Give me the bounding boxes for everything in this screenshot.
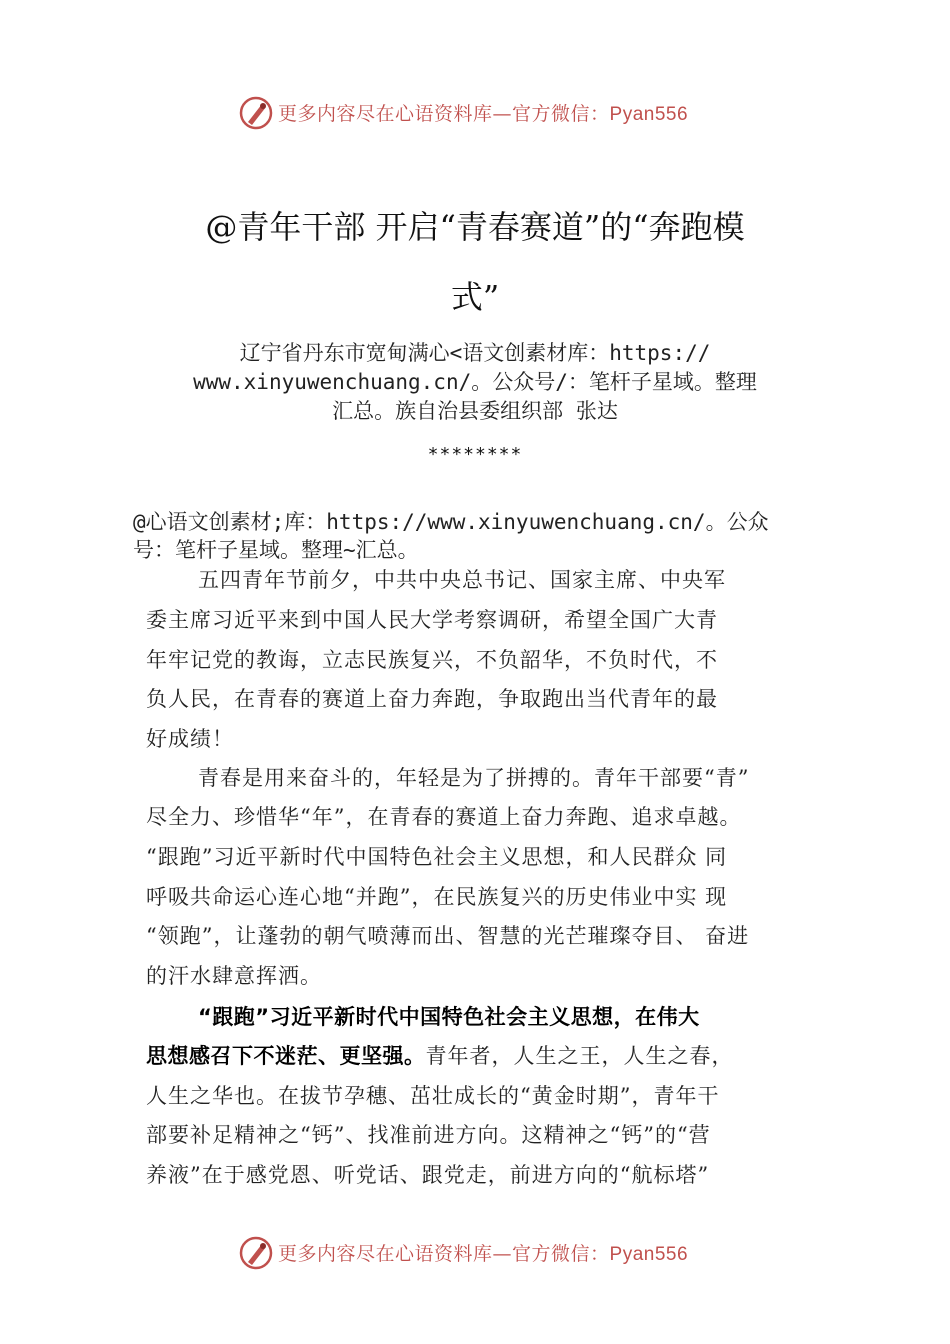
banner-text: 更多内容尽在心语资料库—官方微信：Pyan556 bbox=[278, 1243, 689, 1265]
text-line: 青春是用来奋斗的，年轻是为了拼搏的。青年干部要“青” bbox=[198, 766, 750, 790]
text-line: 的汗水肆意挥洒。 bbox=[146, 964, 322, 988]
page-title-cont: 式” bbox=[450, 278, 500, 316]
text-line: 人生之华也。在拔节孕穗、茁壮成长的“黄金时期”，青年干 bbox=[146, 1084, 720, 1108]
text-line: 部要补足精神之“钙”、找准前进方向。这精神之“钙”的“营 bbox=[146, 1123, 711, 1147]
text-line: 好成绩！ bbox=[146, 727, 234, 751]
wechat-id: Pyan556 bbox=[609, 1244, 689, 1265]
page-title: @青年干部 开启“青春赛道”的“奔跑模 bbox=[205, 208, 745, 246]
pen-logo-icon bbox=[238, 95, 274, 131]
footer-banner bbox=[0, 1233, 950, 1273]
pen-logo-icon bbox=[238, 1235, 274, 1271]
source-note: @心语文创素材;库：https://www.xinyuwenchuang.cn/。公众 bbox=[133, 510, 769, 534]
text-span: 青年者，人生之王，人生之春， bbox=[425, 1044, 734, 1068]
text-line: 养液”在于感党恩、听党话、跟党走，前进方向的“航标塔” bbox=[146, 1163, 710, 1187]
banner-text: 更多内容尽在心语资料库—官方微信：Pyan556 bbox=[278, 103, 689, 125]
text-line: “领跑”，让蓬勃的朝气喷薄而出、智慧的光芒璀璨夺目、 奋进 bbox=[146, 924, 750, 948]
text-line: 年牢记党的教诲，立志民族复兴，不负韶华，不负时代，不 bbox=[146, 648, 718, 672]
author-line: www.xinyuwenchuang.cn/。公众号/：笔杆子星域。整理 bbox=[193, 370, 757, 394]
header-banner bbox=[0, 93, 950, 133]
text-line: 尽全力、珍惜华“年”，在青春的赛道上奋力奔跑、追求卓越。 bbox=[146, 805, 742, 829]
author-line: 辽宁省丹东市宽甸满心<语文创素材库：https:// bbox=[239, 341, 711, 365]
author-line: 汇总。族自治县委组织部 张达 bbox=[332, 399, 618, 423]
text-line: 呼吸共命运心连心地“并跑”，在民族复兴的历史伟业中实 现 bbox=[146, 885, 728, 909]
text-line: “跟跑”习近平新时代中国特色社会主义思想，和人民群众 同 bbox=[146, 845, 728, 869]
text-line: 五四青年节前夕，中共中央总书记、国家主席、中央军 bbox=[198, 568, 726, 592]
text-line bbox=[146, 1036, 734, 1076]
separator: ******** bbox=[427, 444, 523, 465]
bold-heading-line: 思想感召下不迷茫、更坚强。 bbox=[146, 1044, 426, 1068]
text-line: 委主席习近平来到中国人民大学考察调研，希望全国广大青 bbox=[146, 608, 718, 632]
source-note: 号：笔杆子星域。整理~汇总。 bbox=[133, 538, 419, 562]
wechat-id: Pyan556 bbox=[609, 104, 689, 125]
bold-heading-line: “跟跑”习近平新时代中国特色社会主义思想，在伟大 bbox=[198, 1005, 700, 1029]
text-line: 负人民，在青春的赛道上奋力奔跑，争取跑出当代青年的最 bbox=[146, 687, 718, 711]
